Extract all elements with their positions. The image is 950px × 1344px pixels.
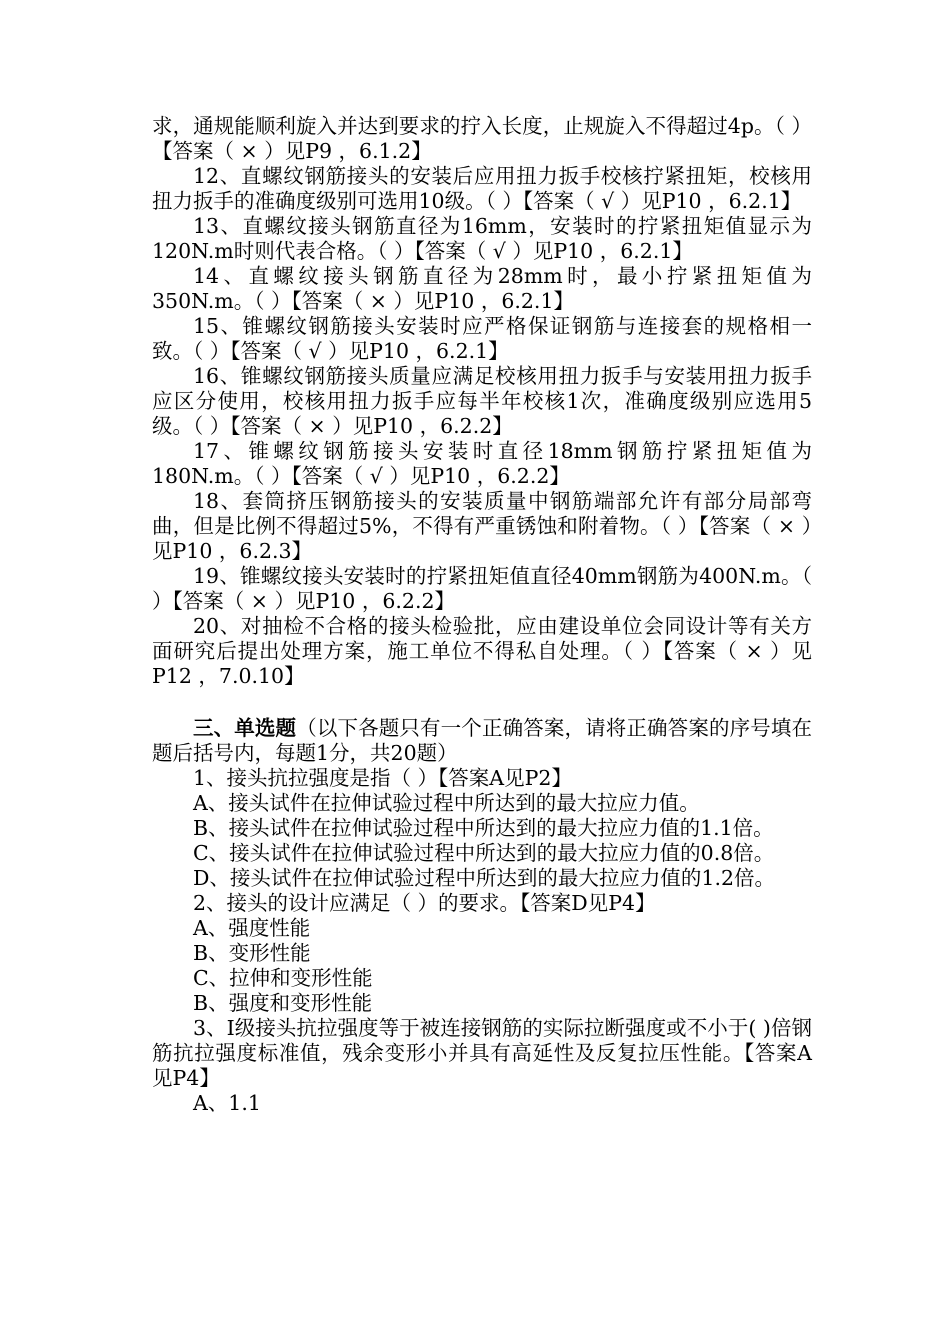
- tf-item-17: 17、锥螺纹钢筋接头安装时直径18mm钢筋拧紧扭矩值为180N.m。（ ）【答案（ √ ）见P10 ，6.2.2】: [152, 439, 812, 488]
- mc-question-2: 2、接头的设计应满足（ ）的要求。【答案D见P4】: [193, 891, 656, 915]
- mc-q2-option-b: B、变形性能: [193, 941, 311, 965]
- tf-item-15: 15、锥螺纹钢筋接头安装时应严格保证钢筋与连接套的规格相一致。（ ）【答案（ √ ）见P10 ，6.2.1】: [152, 314, 812, 363]
- tf-item-16: 16、锥螺纹钢筋接头质量应满足校核用扭力扳手与安装用扭力扳手应区分使用，校核用扭力扳手应每半年校核1次，准确度级别应选用5级。（ ）【答案（ × ）见P10 ，6.2.2】: [152, 364, 812, 438]
- mc-q1-option-d: D、接头试件在拉伸试验过程中所达到的最大拉应力值的1.2倍。: [193, 866, 776, 890]
- section-3-instruction: （以下各题只有一个正确答案，请将正确答案的序号填在题后括号内，每题1分，共20题）: [152, 716, 813, 765]
- mc-question-1: 1、接头抗拉强度是指（ ）【答案A见P2】: [193, 766, 572, 790]
- section-3-intro: [152, 716, 812, 766]
- tf-item-11-continuation: 求，通规能顺利旋入并达到要求的拧入长度，止规旋入不得超过4p。（ ）【答案（ × ）见P9 ，6.1.2】: [152, 114, 812, 163]
- tf-item-20: 20、对抽检不合格的接头检验批，应由建设单位会同设计等有关方面研究后提出处理方案，施工单位不得私自处理。（ ）【答案（ × ）见P12 ，7.0.10】: [152, 614, 812, 688]
- tf-item-14: 14、直螺纹接头钢筋直径为28mm时，最小拧紧扭矩值为350N.m。（ ）【答案（ × ）见P10 ，6.2.1】: [152, 264, 812, 313]
- tf-item-13: 13、直螺纹接头钢筋直径为16mm，安装时的拧紧扭矩值显示为120N.m时则代表合格。（ ）【答案（ √ ）见P10 ，6.2.1】: [152, 214, 812, 263]
- tf-item-18: 18、套筒挤压钢筋接头的安装质量中钢筋端部允许有部分局部弯曲，但是比例不得超过5%，不得有严重锈蚀和附着物。（ ）【答案（ × ）见P10 ，6.2.3】: [152, 489, 812, 563]
- section-3-heading: 三、单选题: [193, 716, 297, 740]
- mc-q1-option-b: B、接头试件在拉伸试验过程中所达到的最大拉应力值的1.1倍。: [193, 816, 774, 840]
- mc-q2-option-c: C、拉伸和变形性能: [193, 966, 373, 990]
- document-page: [152, 114, 812, 1116]
- mc-q1-option-c: C、接头试件在拉伸试验过程中所达到的最大拉应力值的0.8倍。: [193, 841, 775, 865]
- mc-q2-option-d: B、强度和变形性能: [193, 991, 373, 1015]
- tf-item-12: 12、直螺纹钢筋接头的安装后应用扭力扳手校核拧紧扭矩，校核用扭力扳手的准确度级别可选用10级。（ ）【答案（ √ ）见P10 ，6.2.1】: [152, 164, 812, 213]
- mc-question-3: 3、Ⅰ级接头抗拉强度等于被连接钢筋的实际拉断强度或不小于( )倍钢筋抗拉强度标准值，残余变形小并具有高延性及反复拉压性能。【答案A见P4】: [152, 1016, 812, 1090]
- section-gap: [152, 689, 812, 716]
- mc-q1-option-a: A、接头试件在拉伸试验过程中所达到的最大拉应力值。: [193, 791, 700, 815]
- tf-item-19: 19、锥螺纹接头安装时的拧紧扭矩值直径40mm钢筋为400N.m。（ ）【答案（ × ）见P10 ，6.2.2】: [152, 564, 812, 613]
- mc-q2-option-a: A、强度性能: [193, 916, 311, 940]
- mc-q3-option-a: A、1.1: [193, 1091, 261, 1115]
